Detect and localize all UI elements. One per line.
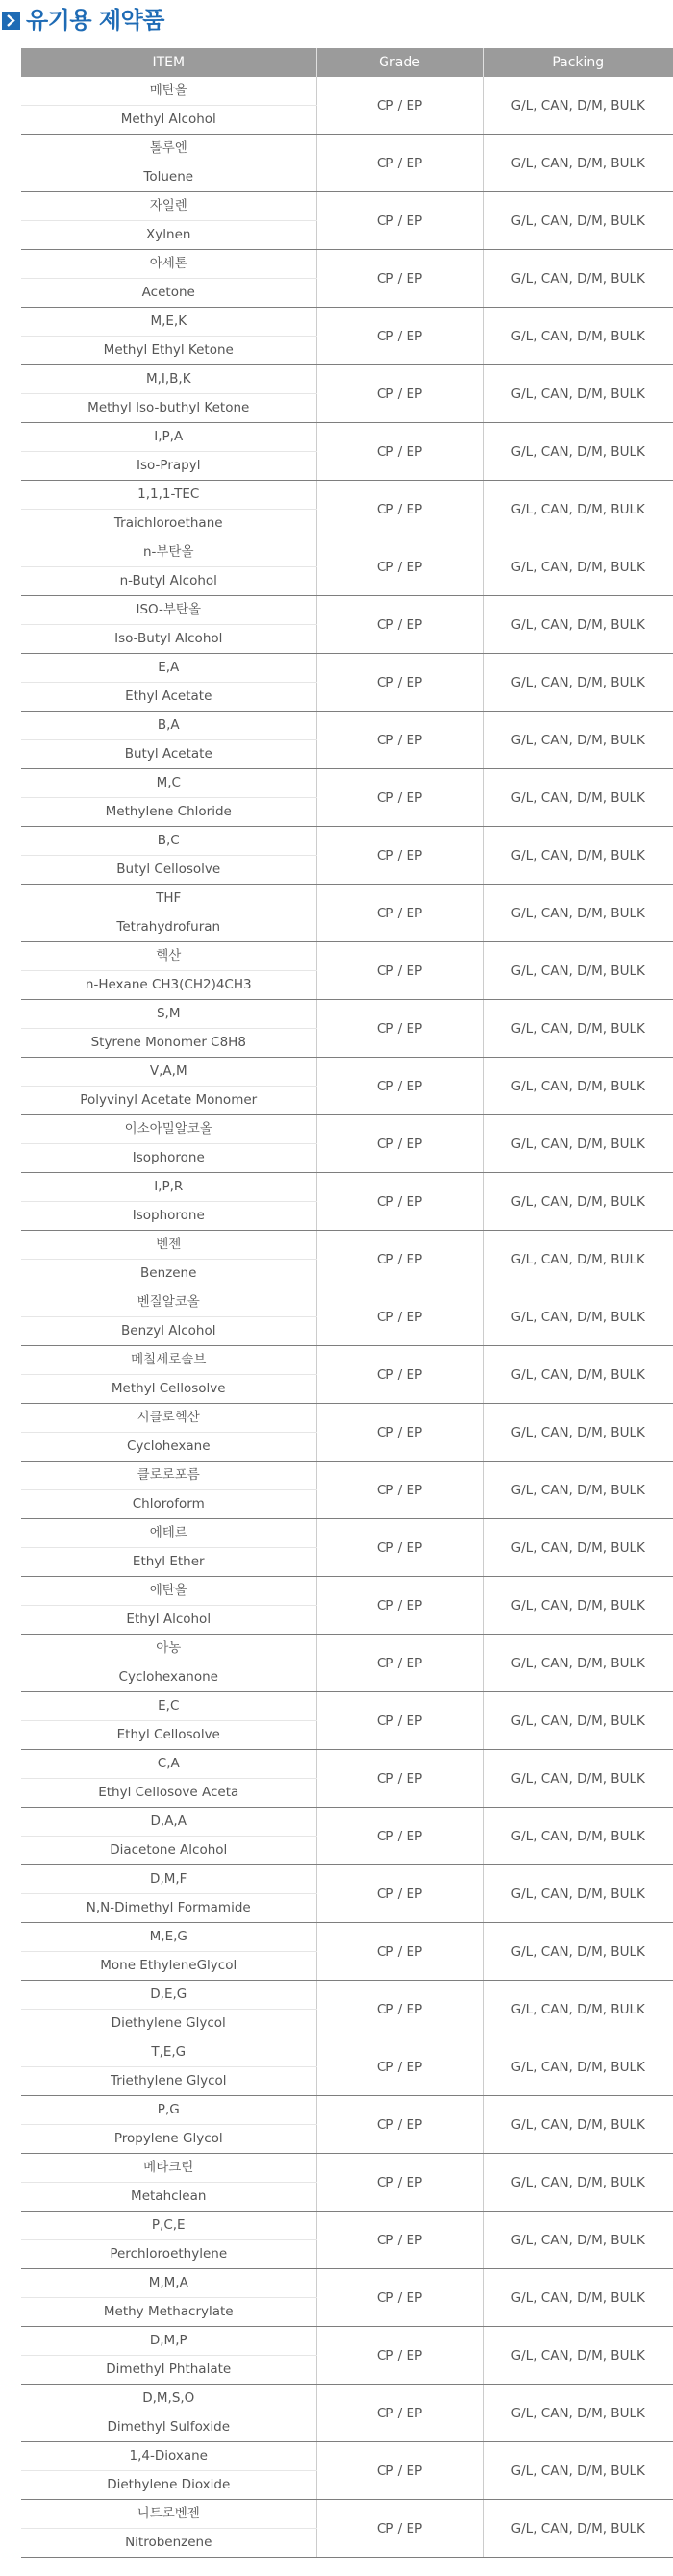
- packing-cell: G/L, CAN, D/M, BULK: [483, 481, 673, 538]
- item-korean-name: D,M,P: [21, 2327, 316, 2356]
- item-english-name: Methyl Alcohol: [21, 106, 316, 135]
- item-english-name: Benzene: [21, 1260, 316, 1288]
- column-header-item: ITEM: [21, 48, 316, 77]
- packing-cell: G/L, CAN, D/M, BULK: [483, 1173, 673, 1231]
- grade-cell: CP / EP: [316, 2385, 483, 2442]
- packing-cell: G/L, CAN, D/M, BULK: [483, 1519, 673, 1577]
- item-english-name: Iso-Butyl Alcohol: [21, 625, 316, 654]
- grade-cell: CP / EP: [316, 1115, 483, 1173]
- table-row: [21, 2442, 673, 2471]
- item-korean-name: D,A,A: [21, 1808, 316, 1837]
- packing-cell: G/L, CAN, D/M, BULK: [483, 1635, 673, 1692]
- item-english-name: N,N-Dimethyl Formamide: [21, 1894, 316, 1923]
- table-row: [21, 712, 673, 740]
- item-english-name: n-Hexane CH3(CH2)4CH3: [21, 971, 316, 1000]
- item-korean-name: 니트로벤젠: [21, 2500, 316, 2529]
- table-row: [21, 250, 673, 279]
- item-english-name: Nitrobenzene: [21, 2529, 316, 2558]
- item-korean-name: T,E,G: [21, 2038, 316, 2067]
- packing-cell: G/L, CAN, D/M, BULK: [483, 2500, 673, 2558]
- item-english-name: Styrene Monomer C8H8: [21, 1029, 316, 1058]
- packing-cell: G/L, CAN, D/M, BULK: [483, 1923, 673, 1981]
- table-row: [21, 2154, 673, 2183]
- packing-cell: G/L, CAN, D/M, BULK: [483, 2327, 673, 2385]
- grade-cell: CP / EP: [316, 1519, 483, 1577]
- grade-cell: CP / EP: [316, 596, 483, 654]
- grade-cell: CP / EP: [316, 1173, 483, 1231]
- item-korean-name: I,P,A: [21, 423, 316, 452]
- table-row: [21, 1635, 673, 1663]
- item-english-name: Metahclean: [21, 2183, 316, 2212]
- table-row: [21, 1923, 673, 1952]
- item-korean-name: 자일렌: [21, 192, 316, 221]
- table-row: [21, 77, 673, 106]
- item-korean-name: 메탄올: [21, 77, 316, 106]
- table-row: [21, 654, 673, 683]
- table-row: [21, 1115, 673, 1144]
- item-korean-name: C,A: [21, 1750, 316, 1779]
- packing-cell: G/L, CAN, D/M, BULK: [483, 1462, 673, 1519]
- grade-cell: CP / EP: [316, 712, 483, 769]
- item-english-name: Isophorone: [21, 1202, 316, 1231]
- grade-cell: CP / EP: [316, 1808, 483, 1865]
- packing-cell: G/L, CAN, D/M, BULK: [483, 2385, 673, 2442]
- grade-cell: CP / EP: [316, 769, 483, 827]
- table-row: [21, 596, 673, 625]
- item-english-name: Mone EthyleneGlycol: [21, 1952, 316, 1981]
- item-korean-name: ISO-부탄올: [21, 596, 316, 625]
- grade-cell: CP / EP: [316, 538, 483, 596]
- table-row: [21, 2096, 673, 2125]
- item-korean-name: 클로로포름: [21, 1462, 316, 1490]
- grade-cell: CP / EP: [316, 1346, 483, 1404]
- item-korean-name: 아농: [21, 1635, 316, 1663]
- item-korean-name: M,I,B,K: [21, 365, 316, 394]
- item-english-name: Propylene Glycol: [21, 2125, 316, 2154]
- item-korean-name: V,A,M: [21, 1058, 316, 1087]
- table-row: [21, 1000, 673, 1029]
- packing-cell: G/L, CAN, D/M, BULK: [483, 654, 673, 712]
- item-korean-name: E,C: [21, 1692, 316, 1721]
- table-row: [21, 1692, 673, 1721]
- item-korean-name: 톨루엔: [21, 135, 316, 163]
- grade-cell: CP / EP: [316, 2096, 483, 2154]
- table-row: [21, 1288, 673, 1317]
- table-row: [21, 769, 673, 798]
- item-korean-name: 메칠세로솔브: [21, 1346, 316, 1375]
- item-english-name: Cyclohexane: [21, 1433, 316, 1462]
- packing-cell: G/L, CAN, D/M, BULK: [483, 942, 673, 1000]
- item-english-name: Methyl Iso-buthyl Ketone: [21, 394, 316, 423]
- table-row: [21, 1808, 673, 1837]
- item-korean-name: I,P,R: [21, 1173, 316, 1202]
- table-row: [21, 481, 673, 510]
- item-korean-name: 이소아밀알코올: [21, 1115, 316, 1144]
- packing-cell: G/L, CAN, D/M, BULK: [483, 192, 673, 250]
- packing-cell: G/L, CAN, D/M, BULK: [483, 2154, 673, 2212]
- item-korean-name: M,E,G: [21, 1923, 316, 1952]
- packing-cell: G/L, CAN, D/M, BULK: [483, 1058, 673, 1115]
- table-row: [21, 885, 673, 913]
- grade-cell: CP / EP: [316, 308, 483, 365]
- item-korean-name: M,C: [21, 769, 316, 798]
- grade-cell: CP / EP: [316, 2212, 483, 2269]
- item-english-name: Acetone: [21, 279, 316, 308]
- packing-cell: G/L, CAN, D/M, BULK: [483, 1750, 673, 1808]
- item-english-name: Ethyl Ether: [21, 1548, 316, 1577]
- grade-cell: CP / EP: [316, 77, 483, 135]
- grade-cell: CP / EP: [316, 423, 483, 481]
- item-english-name: Ethyl Acetate: [21, 683, 316, 712]
- item-english-name: Polyvinyl Acetate Monomer: [21, 1087, 316, 1115]
- table-row: [21, 135, 673, 163]
- grade-cell: CP / EP: [316, 1058, 483, 1115]
- item-english-name: Xylnen: [21, 221, 316, 250]
- grade-cell: CP / EP: [316, 1462, 483, 1519]
- packing-cell: G/L, CAN, D/M, BULK: [483, 1981, 673, 2038]
- item-english-name: Diacetone Alcohol: [21, 1837, 316, 1865]
- item-english-name: Diethylene Dioxide: [21, 2471, 316, 2500]
- table-row: [21, 1750, 673, 1779]
- table-row: [21, 2327, 673, 2356]
- grade-cell: CP / EP: [316, 2327, 483, 2385]
- packing-cell: G/L, CAN, D/M, BULK: [483, 2212, 673, 2269]
- table-row: [21, 308, 673, 337]
- item-korean-name: 시클로헥산: [21, 1404, 316, 1433]
- table-row: [21, 2269, 673, 2298]
- packing-cell: G/L, CAN, D/M, BULK: [483, 2269, 673, 2327]
- table-row: [21, 1173, 673, 1202]
- packing-cell: G/L, CAN, D/M, BULK: [483, 1577, 673, 1635]
- grade-cell: CP / EP: [316, 1404, 483, 1462]
- item-korean-name: S,M: [21, 1000, 316, 1029]
- item-korean-name: 벤질알코올: [21, 1288, 316, 1317]
- packing-cell: G/L, CAN, D/M, BULK: [483, 2442, 673, 2500]
- table-row: [21, 2385, 673, 2413]
- item-english-name: Iso-Prapyl: [21, 452, 316, 481]
- packing-cell: G/L, CAN, D/M, BULK: [483, 1346, 673, 1404]
- item-korean-name: B,A: [21, 712, 316, 740]
- packing-cell: G/L, CAN, D/M, BULK: [483, 77, 673, 135]
- table-header: [21, 48, 673, 77]
- table-row: [21, 942, 673, 971]
- grade-cell: CP / EP: [316, 885, 483, 942]
- packing-cell: G/L, CAN, D/M, BULK: [483, 1692, 673, 1750]
- item-korean-name: THF: [21, 885, 316, 913]
- grade-cell: CP / EP: [316, 1577, 483, 1635]
- item-english-name: Perchloroethylene: [21, 2240, 316, 2269]
- item-korean-name: P,G: [21, 2096, 316, 2125]
- grade-cell: CP / EP: [316, 2442, 483, 2500]
- packing-cell: G/L, CAN, D/M, BULK: [483, 712, 673, 769]
- packing-cell: G/L, CAN, D/M, BULK: [483, 1865, 673, 1923]
- column-header-packing: Packing: [483, 48, 673, 77]
- item-english-name: Ethyl Cellosove Aceta: [21, 1779, 316, 1808]
- grade-cell: CP / EP: [316, 135, 483, 192]
- item-korean-name: E,A: [21, 654, 316, 683]
- grade-cell: CP / EP: [316, 1981, 483, 2038]
- item-korean-name: M,M,A: [21, 2269, 316, 2298]
- packing-cell: G/L, CAN, D/M, BULK: [483, 538, 673, 596]
- item-english-name: Chloroform: [21, 1490, 316, 1519]
- table-row: [21, 2038, 673, 2067]
- item-english-name: Butyl Cellosolve: [21, 856, 316, 885]
- product-table: [21, 48, 673, 2558]
- packing-cell: G/L, CAN, D/M, BULK: [483, 769, 673, 827]
- packing-cell: G/L, CAN, D/M, BULK: [483, 1231, 673, 1288]
- item-korean-name: P,C,E: [21, 2212, 316, 2240]
- grade-cell: CP / EP: [316, 1288, 483, 1346]
- item-korean-name: 메타크린: [21, 2154, 316, 2183]
- grade-cell: CP / EP: [316, 481, 483, 538]
- chevron-right-icon: [2, 12, 20, 30]
- packing-cell: G/L, CAN, D/M, BULK: [483, 596, 673, 654]
- table-row: [21, 2500, 673, 2529]
- item-korean-name: D,E,G: [21, 1981, 316, 2010]
- grade-cell: CP / EP: [316, 2269, 483, 2327]
- grade-cell: CP / EP: [316, 1000, 483, 1058]
- item-english-name: n-Butyl Alcohol: [21, 567, 316, 596]
- table-row: [21, 827, 673, 856]
- item-english-name: Tetrahydrofuran: [21, 913, 316, 942]
- grade-cell: CP / EP: [316, 1865, 483, 1923]
- table-row: [21, 1346, 673, 1375]
- packing-cell: G/L, CAN, D/M, BULK: [483, 1404, 673, 1462]
- column-header-grade: Grade: [316, 48, 483, 77]
- item-english-name: Methylene Chloride: [21, 798, 316, 827]
- table-row: [21, 1058, 673, 1087]
- item-english-name: Ethyl Cellosolve: [21, 1721, 316, 1750]
- table-row: [21, 192, 673, 221]
- item-english-name: Traichloroethane: [21, 510, 316, 538]
- item-english-name: Methyl Ethyl Ketone: [21, 337, 316, 365]
- item-english-name: Triethylene Glycol: [21, 2067, 316, 2096]
- grade-cell: CP / EP: [316, 2038, 483, 2096]
- page-header: [0, 0, 673, 46]
- packing-cell: G/L, CAN, D/M, BULK: [483, 1808, 673, 1865]
- item-korean-name: M,E,K: [21, 308, 316, 337]
- item-korean-name: 헥산: [21, 942, 316, 971]
- item-korean-name: 1,4-Dioxane: [21, 2442, 316, 2471]
- item-english-name: Dimethyl Phthalate: [21, 2356, 316, 2385]
- table-row: [21, 2212, 673, 2240]
- item-english-name: Methyl Cellosolve: [21, 1375, 316, 1404]
- grade-cell: CP / EP: [316, 1231, 483, 1288]
- grade-cell: CP / EP: [316, 1923, 483, 1981]
- item-english-name: Butyl Acetate: [21, 740, 316, 769]
- item-english-name: Cyclohexanone: [21, 1663, 316, 1692]
- item-korean-name: 에탄올: [21, 1577, 316, 1606]
- item-korean-name: 벤젠: [21, 1231, 316, 1260]
- table-row: [21, 423, 673, 452]
- grade-cell: CP / EP: [316, 827, 483, 885]
- item-korean-name: D,M,F: [21, 1865, 316, 1894]
- item-english-name: Isophorone: [21, 1144, 316, 1173]
- item-english-name: Diethylene Glycol: [21, 2010, 316, 2038]
- packing-cell: G/L, CAN, D/M, BULK: [483, 1115, 673, 1173]
- item-english-name: Ethyl Alcohol: [21, 1606, 316, 1635]
- table-row: [21, 1981, 673, 2010]
- grade-cell: CP / EP: [316, 250, 483, 308]
- page-title: 유기용 제약품: [26, 7, 164, 34]
- grade-cell: CP / EP: [316, 942, 483, 1000]
- table-row: [21, 1231, 673, 1260]
- item-korean-name: B,C: [21, 827, 316, 856]
- grade-cell: CP / EP: [316, 654, 483, 712]
- packing-cell: G/L, CAN, D/M, BULK: [483, 1288, 673, 1346]
- packing-cell: G/L, CAN, D/M, BULK: [483, 2038, 673, 2096]
- grade-cell: CP / EP: [316, 1692, 483, 1750]
- grade-cell: CP / EP: [316, 2500, 483, 2558]
- grade-cell: CP / EP: [316, 365, 483, 423]
- grade-cell: CP / EP: [316, 2154, 483, 2212]
- item-korean-name: 에테르: [21, 1519, 316, 1548]
- packing-cell: G/L, CAN, D/M, BULK: [483, 250, 673, 308]
- item-english-name: Benzyl Alcohol: [21, 1317, 316, 1346]
- packing-cell: G/L, CAN, D/M, BULK: [483, 135, 673, 192]
- packing-cell: G/L, CAN, D/M, BULK: [483, 365, 673, 423]
- table-row: [21, 365, 673, 394]
- packing-cell: G/L, CAN, D/M, BULK: [483, 2096, 673, 2154]
- table-row: [21, 538, 673, 567]
- table-body: [21, 77, 673, 2558]
- table-row: [21, 1404, 673, 1433]
- grade-cell: CP / EP: [316, 192, 483, 250]
- table-row: [21, 1865, 673, 1894]
- packing-cell: G/L, CAN, D/M, BULK: [483, 308, 673, 365]
- item-english-name: Methy Methacrylate: [21, 2298, 316, 2327]
- item-korean-name: 아세톤: [21, 250, 316, 279]
- item-korean-name: 1,1,1-TEC: [21, 481, 316, 510]
- item-english-name: Toluene: [21, 163, 316, 192]
- packing-cell: G/L, CAN, D/M, BULK: [483, 885, 673, 942]
- item-korean-name: n-부탄올: [21, 538, 316, 567]
- grade-cell: CP / EP: [316, 1750, 483, 1808]
- packing-cell: G/L, CAN, D/M, BULK: [483, 1000, 673, 1058]
- table-row: [21, 1577, 673, 1606]
- item-korean-name: D,M,S,O: [21, 2385, 316, 2413]
- item-english-name: Dimethyl Sulfoxide: [21, 2413, 316, 2442]
- packing-cell: G/L, CAN, D/M, BULK: [483, 423, 673, 481]
- table-row: [21, 1462, 673, 1490]
- packing-cell: G/L, CAN, D/M, BULK: [483, 827, 673, 885]
- table-row: [21, 1519, 673, 1548]
- grade-cell: CP / EP: [316, 1635, 483, 1692]
